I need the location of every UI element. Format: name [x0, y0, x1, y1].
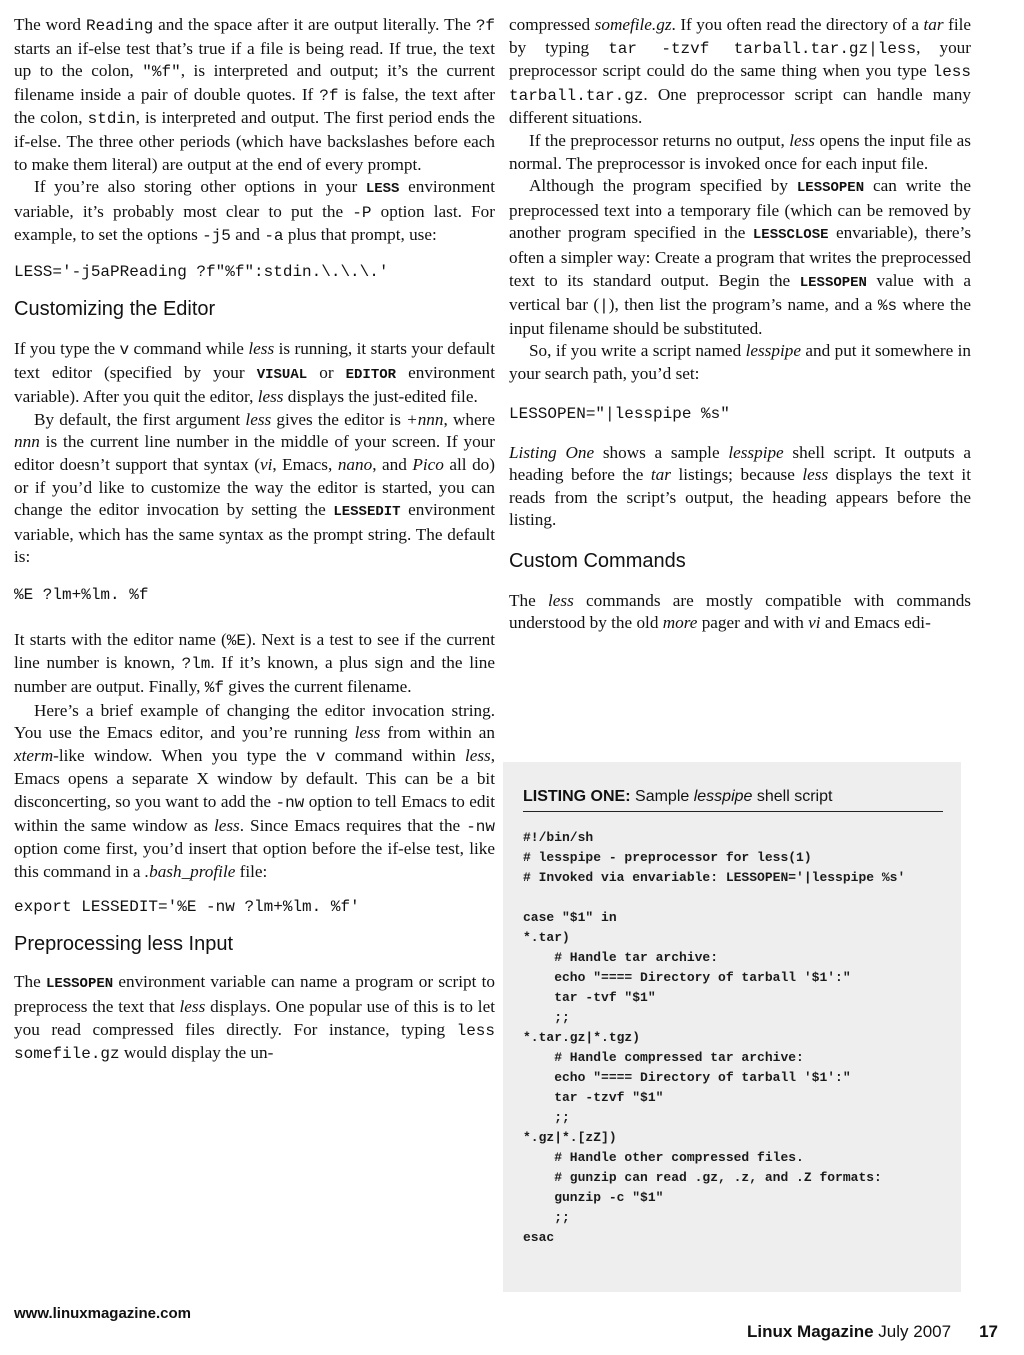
text-run: . One preprocessor script can handle many different situations.: [509, 84, 971, 128]
text-run: v: [315, 747, 326, 766]
text-run: nnn: [14, 432, 40, 452]
text-run: EDITOR: [345, 366, 397, 383]
paragraph: [14, 700, 495, 884]
text-run: %E: [226, 631, 246, 650]
text-run: -j5: [202, 227, 231, 246]
text-run: and Emacs edi-: [820, 613, 931, 633]
listing-title-text: Sample: [635, 788, 694, 805]
text-run: environment variable, which has the same syntax as the prompt string. The default is:: [14, 500, 496, 567]
text-run: Although the program specified by: [529, 176, 797, 196]
paragraph: [509, 442, 971, 532]
text-run: LESSCLOSE: [752, 227, 829, 244]
text-run: less: [213, 815, 240, 835]
paragraph: [509, 175, 971, 340]
footer-issue: July 2007: [873, 1322, 952, 1341]
text-run: less: [248, 338, 275, 358]
footer-magazine: Linux Magazine: [747, 1322, 874, 1341]
code-example-lessedit-export: export LESSEDIT='%E -nw ?lm+%lm. %f': [14, 898, 360, 917]
text-run: shell script. It outputs a heading before the: [509, 442, 971, 485]
text-run: lesspipe: [728, 442, 784, 462]
paragraph: [14, 971, 495, 1065]
text-run: ?lm: [181, 655, 211, 674]
text-run: nano: [337, 454, 373, 474]
text-run: envariable), there’s often a simpler way: Create a program that writes the preprocessed text to its standard output. Begin the: [509, 223, 972, 290]
text-run: compressed: [509, 15, 595, 34]
text-run: , is interpreted and output. The first period ends the if-else. The three other periods (which have backslashes before each to make them literal) are output at the end of every prompt.: [14, 108, 496, 174]
text-run: Listing One: [509, 442, 595, 462]
text-run: vi: [259, 454, 273, 474]
text-run: gives the current filename.: [223, 677, 412, 697]
text-run: , your preprocessor script could do the same thing when you type: [509, 37, 971, 81]
text-run: The word: [14, 15, 86, 34]
text-run: plus that prompt, use:: [283, 225, 437, 245]
text-run: LESSOPEN: [796, 180, 865, 197]
paragraph: [14, 409, 495, 569]
text-run: and put it somewhere in your search path, you’d set:: [509, 341, 971, 383]
section-heading-editor: Customizing the Editor: [14, 297, 216, 320]
text-run: LESSOPEN: [45, 976, 114, 993]
text-run: stdin: [87, 110, 136, 129]
text-run: less: [789, 130, 815, 150]
text-run: By default, the first argument: [34, 409, 246, 429]
text-run: less: [245, 409, 272, 429]
text-run: tar: [650, 465, 671, 485]
right-column: [509, 14, 971, 635]
text-run: LESS: [365, 181, 400, 198]
text-run: pager and with: [697, 613, 809, 633]
text-run: v: [119, 340, 130, 359]
text-run: If you type the: [14, 338, 120, 358]
text-run: command within: [325, 745, 465, 765]
text-run: ), then list the program’s name, and a: [608, 295, 878, 315]
text-run: is false, the text after the colon,: [14, 84, 495, 128]
text-run: less: [354, 723, 381, 743]
listing-code: #!/bin/sh # lesspipe - preprocessor for less(1) # Invoked via envariable: LESSOPEN='|lesspipe %s' case "$1" in *.tar) # Handle tar archive: echo "==== Directory of tarball '$1':" tar -tvf "$1" ;; *.tar.gz|*.tgz) # Handle compressed tar archive: echo "==== Directory of tarball '$1':" tar -tzvf "$1" ;; *.gz|*.[zZ]) # Handle other compressed files. # gunzip can read .gz, .z, and .Z formats: gunzip -c "$1" ;; esac: [523, 830, 906, 1245]
text-run: from within an: [380, 723, 495, 743]
left-column: [14, 14, 495, 1066]
text-run: ?f: [475, 17, 496, 35]
text-run: -nw: [466, 817, 495, 836]
paragraph: [509, 14, 971, 130]
text-run: If the preprocessor returns no output,: [529, 130, 790, 150]
text-run: , Emacs,: [272, 454, 338, 474]
text-run: tar: [923, 15, 944, 34]
text-run: shows a sample: [594, 442, 729, 462]
text-run: all do) or if you’d like to customize the way the editor is started, you can change the editor invocation by setting the: [14, 454, 495, 520]
text-run: less: [179, 997, 206, 1016]
text-run: environment variable, it’s probably most clear to put the: [14, 177, 495, 221]
text-run: displays the text it reads from the script’s output, the heading appears before the listing.: [509, 465, 971, 530]
text-run: . Since Emacs requires that the: [239, 815, 467, 835]
text-run: -P: [352, 203, 372, 222]
text-run: value with a vertical bar (: [509, 270, 972, 315]
text-run: less: [464, 745, 491, 765]
text-run: |: [599, 297, 609, 316]
text-run: vi: [808, 613, 821, 633]
text-run: -nw: [275, 794, 305, 813]
text-run: would display the un-: [119, 1043, 274, 1063]
text-run: . If you often read the directory of a: [671, 15, 924, 34]
text-run: displays. One popular use of this is to let you read compressed files directly. For instance, typing: [14, 997, 495, 1039]
text-run: is running, it starts your default text editor (specified by your: [14, 338, 495, 382]
text-run: and: [230, 225, 265, 245]
text-run: LESSOPEN: [799, 274, 867, 291]
text-run: less: [548, 590, 574, 610]
text-run: +nnn: [406, 409, 444, 429]
text-run: file by typing: [509, 15, 971, 57]
text-run: can write the preprocessed text into a temporary file (which can be removed by another program specified in the: [509, 176, 971, 243]
text-run: lesspipe: [745, 341, 801, 361]
text-run: or: [307, 362, 346, 382]
footer-folio: [747, 1322, 998, 1342]
text-run: Reading: [85, 17, 154, 35]
section-heading-custom-commands: Custom Commands: [509, 549, 686, 572]
code-example-lessedit-default: %E ?lm+%lm. %f: [14, 585, 149, 604]
text-run: VISUAL: [256, 366, 308, 383]
text-run: file:: [235, 861, 268, 881]
paragraph: [14, 14, 495, 176]
code-example-lessopen: LESSOPEN="|lesspipe %s": [509, 404, 730, 423]
text-run: -a: [264, 227, 284, 246]
paragraph: [14, 629, 495, 700]
text-run: %f: [204, 679, 224, 698]
paragraph: [14, 338, 495, 409]
text-run: is the current line number in the middle of your screen. If your editor doesn’t support that syntax (: [14, 432, 495, 474]
paragraph: [509, 590, 971, 635]
text-run: tar -tzvf tarball.tar.gz|less: [608, 39, 917, 58]
text-run: less somefile.gz: [14, 1021, 495, 1064]
text-run: . If it’s known, a plus sign and the line number are output. Finally,: [14, 653, 495, 697]
listing-one-box: [503, 762, 961, 1292]
text-run: %s: [877, 297, 898, 316]
text-run: , is interpreted and output; it’s the current filename inside a pair of double quotes. If: [14, 61, 495, 104]
text-run: gives the editor is: [271, 409, 407, 429]
text-run: opens the input file as normal. The preprocessor is invoked once for each input file.: [509, 130, 971, 173]
text-run: The: [14, 972, 46, 992]
text-run: , where: [443, 409, 495, 429]
text-run: ). Next is a test to see if the current line number is known,: [14, 629, 495, 673]
text-run: and the space after it are output literally. The: [153, 15, 476, 34]
text-run: starts an if-else test that’s true if a file is being read. If true, the text up to the colon,: [14, 38, 495, 81]
text-run: "%f": [142, 63, 181, 82]
text-run: displays the just-edited file.: [283, 387, 478, 407]
text-run: Here’s a brief example of changing the editor invocation string. You use the Emacs editor, and you’re running: [14, 700, 495, 743]
text-run: , and: [372, 454, 413, 474]
text-run: where the input filename should be substituted.: [509, 295, 971, 338]
footer-url: www.linuxmagazine.com: [14, 1305, 191, 1322]
paragraph: [14, 176, 495, 248]
listing-label: LISTING ONE:: [523, 788, 631, 805]
text-run: option come first, you’d insert that option before the if-else test, like this command in a: [14, 839, 495, 881]
listing-title: [523, 786, 943, 812]
text-run: more: [662, 613, 698, 633]
listing-title-script: lesspipe: [693, 788, 753, 805]
listing-title-suffix: shell script: [752, 788, 833, 805]
text-run: less: [802, 465, 829, 485]
page-number: 17: [979, 1322, 998, 1341]
text-run: LESSEDIT: [333, 504, 401, 521]
text-run: The: [509, 590, 548, 610]
text-run: listings; because: [670, 465, 803, 485]
code-example-less-prompt: LESS='-j5aPReading ?f"%f":stdin.\.\.\.': [14, 262, 389, 281]
text-run: , Emacs opens a separate X window by default. This can be a bit disconcerting, so you want to add the: [14, 745, 496, 812]
section-heading-preprocessing: Preprocessing less Input: [14, 933, 234, 956]
text-run: Pico: [412, 454, 444, 474]
text-run: ?f: [319, 86, 339, 105]
text-run: -like window. When you type the: [53, 745, 316, 765]
paragraph: [509, 340, 971, 385]
text-run: environment variable can name a program or script to preprocess the text that: [14, 972, 495, 1016]
text-run: less tarball.tar.gz: [509, 63, 971, 105]
text-run: commands are mostly compatible with commands understood by the old: [509, 590, 971, 633]
text-run: xterm: [14, 745, 54, 765]
text-run: option to tell Emacs to edit within the same window as: [14, 792, 495, 835]
text-run: command while: [129, 338, 249, 358]
text-run: .bash_profile: [144, 861, 236, 881]
text-run: If you’re also storing other options in your: [34, 177, 366, 197]
text-run: environment variable). After you quit the editor,: [14, 362, 495, 407]
text-run: somefile.gz: [594, 15, 672, 34]
paragraph: [509, 130, 971, 175]
text-run: It starts with the editor name (: [14, 629, 227, 649]
text-run: option last. For example, to set the options: [14, 201, 495, 245]
text-run: less: [257, 387, 284, 407]
text-run: So, if you write a script named: [529, 341, 746, 361]
